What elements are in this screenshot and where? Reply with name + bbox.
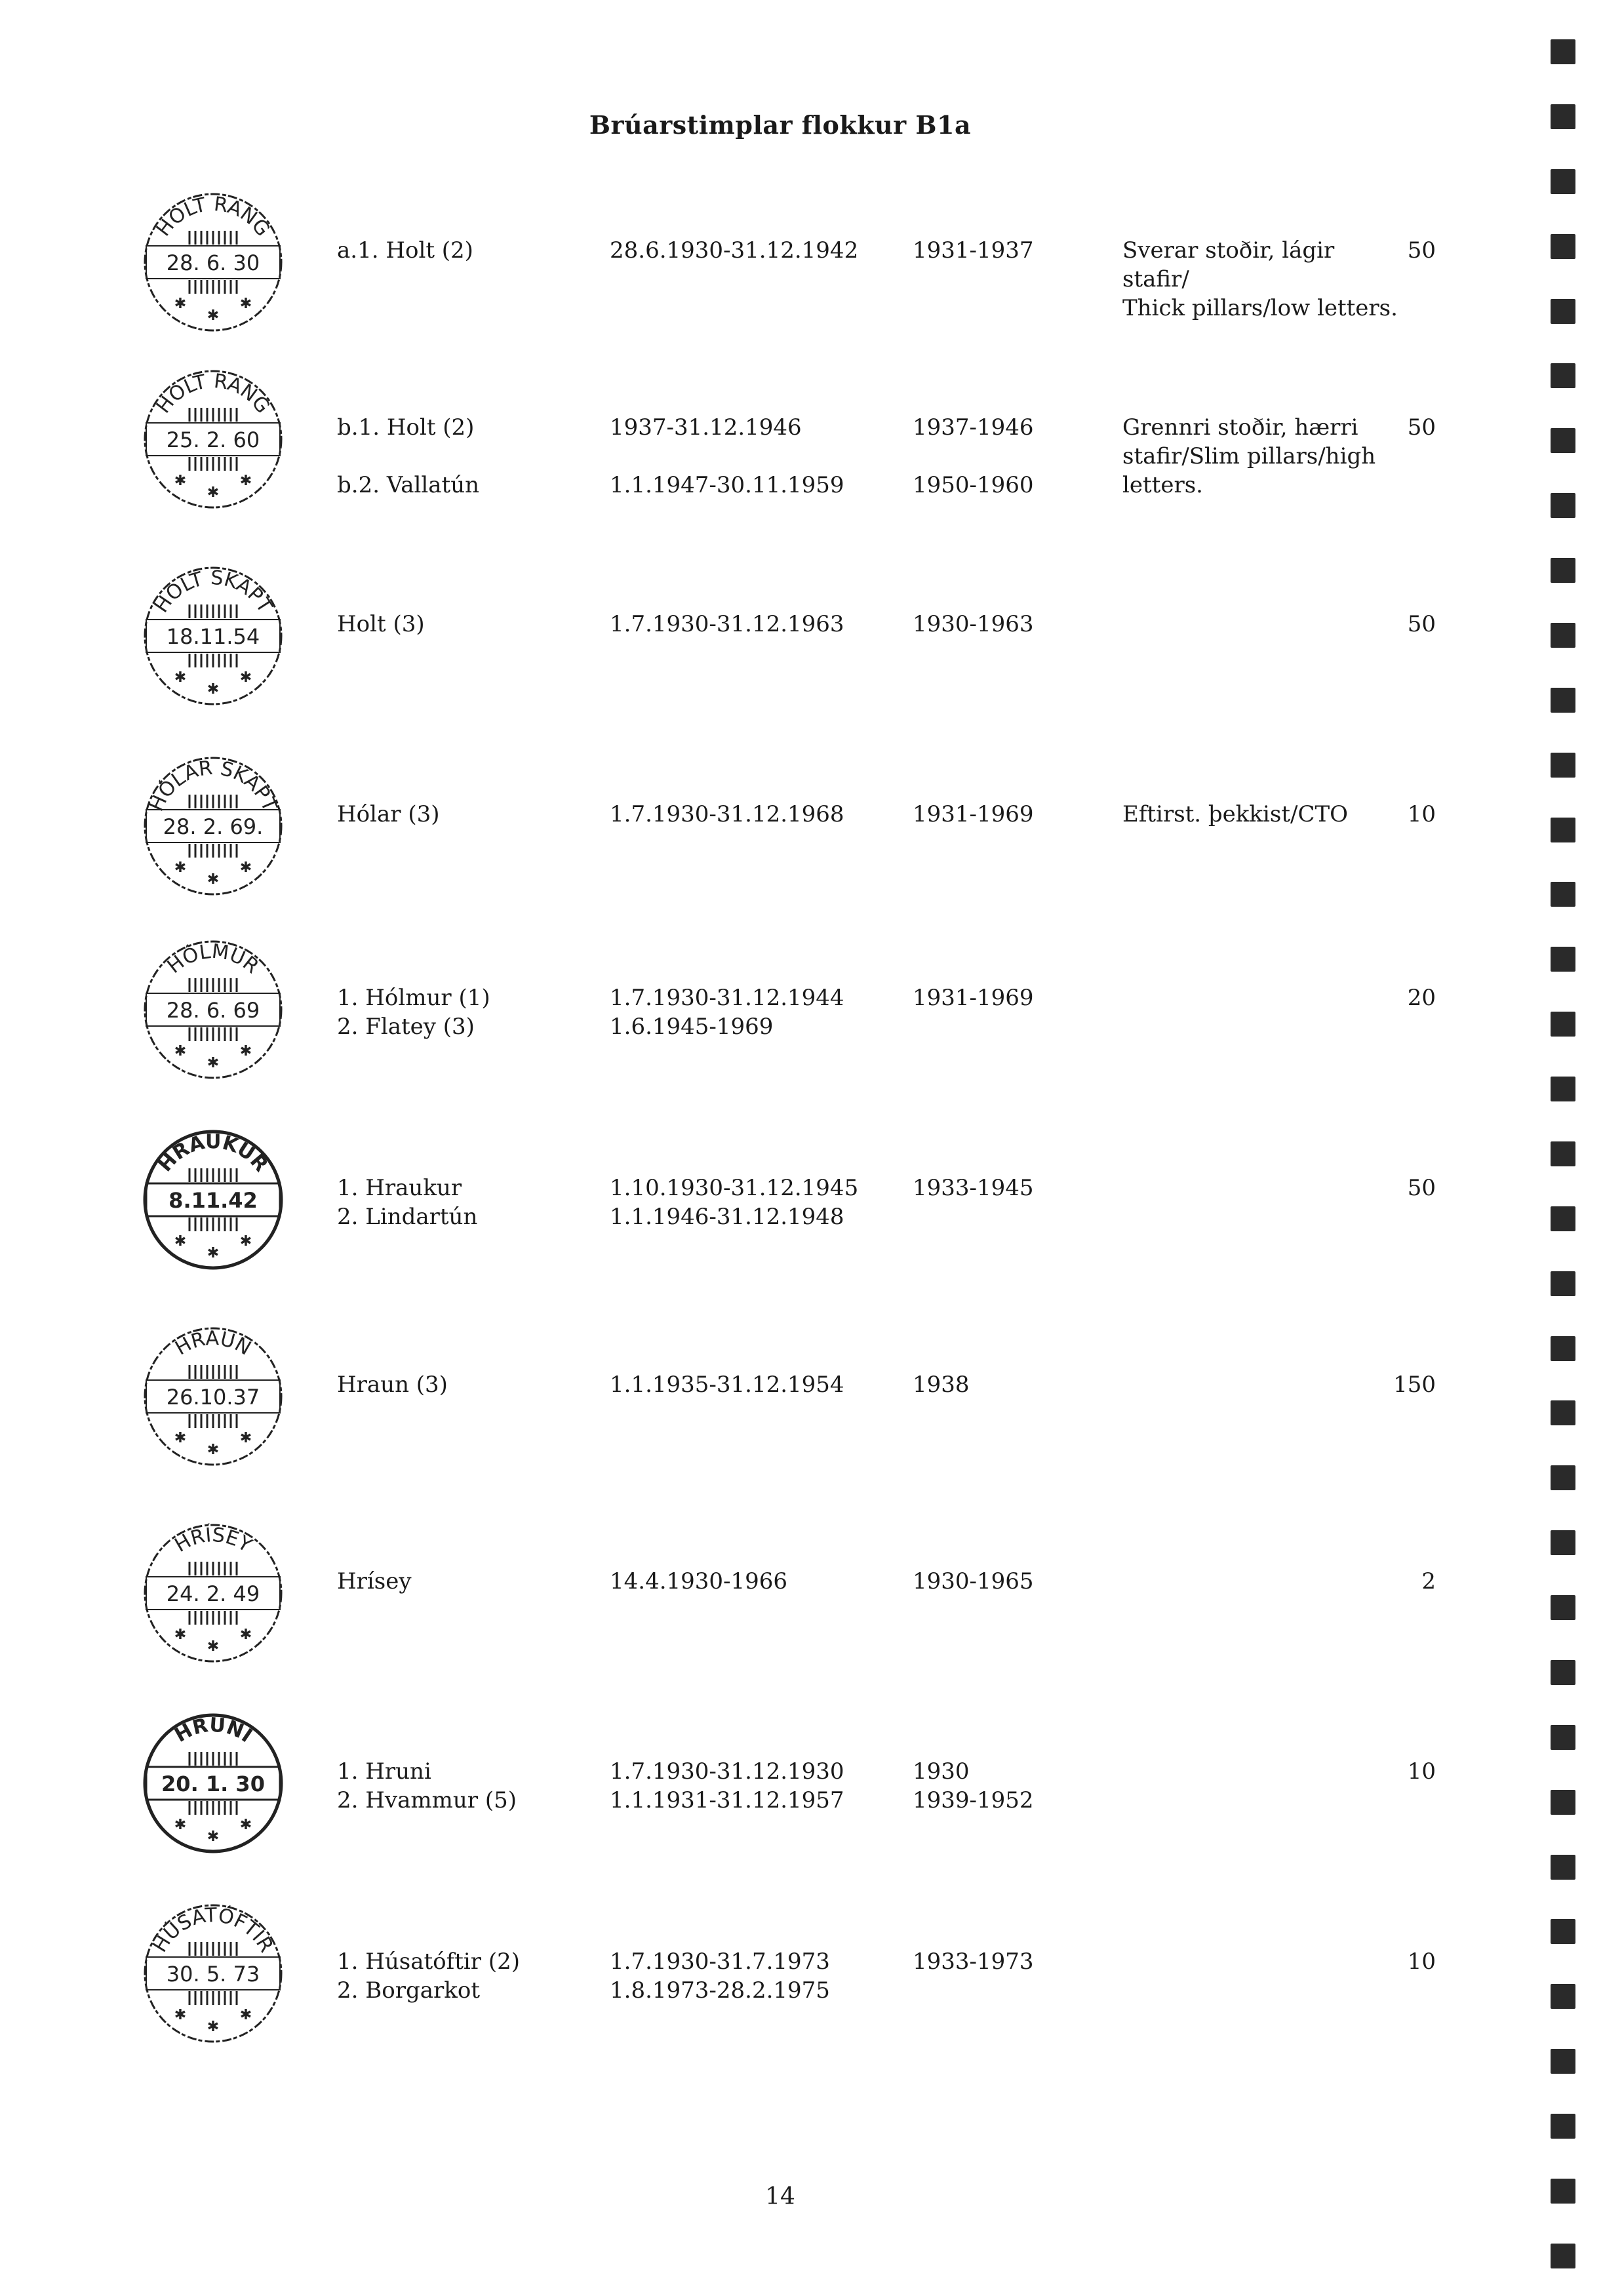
years-seen: 1930-1965 [913, 1568, 1034, 1594]
binder-holes [1551, 39, 1577, 2268]
binder-hole [1551, 1336, 1575, 1361]
note-text: Grennri stoðir, hærri stafir/Slim pillars/high letters. [1122, 414, 1376, 498]
period-in-use: 1.7.1930-31.12.1930 1.1.1931-31.12.1957 [610, 1758, 844, 1813]
svg-text:✱: ✱ [239, 1430, 252, 1446]
postmark-image [134, 1705, 292, 1862]
svg-text:✱: ✱ [174, 669, 187, 686]
binder-hole [1551, 1400, 1575, 1425]
office-name: 1. Hraukur 2. Lindartún [337, 1175, 478, 1230]
price-value: 20 [1407, 985, 1436, 1011]
svg-text:✱: ✱ [174, 1233, 187, 1250]
postmark-image [134, 184, 292, 341]
binder-hole [1551, 1271, 1575, 1296]
office-name: 1. Hólmur (1) 2. Flatey (3) [337, 985, 490, 1040]
office-name: 1. Hruni 2. Hvammur (5) [337, 1758, 517, 1813]
price-value: 10 [1407, 1949, 1436, 1975]
binder-hole [1551, 947, 1575, 972]
price-value: 150 [1393, 1372, 1436, 1398]
binder-hole [1551, 2049, 1575, 2074]
binder-hole [1551, 363, 1575, 388]
binder-hole [1551, 1206, 1575, 1231]
postmark-place-text: HÓLMUR [163, 940, 264, 979]
postmark-date-text: 25. 2. 60 [166, 427, 260, 452]
svg-text:✱: ✱ [207, 681, 220, 698]
price-value: 10 [1407, 1758, 1436, 1785]
binder-hole [1551, 169, 1575, 194]
stamp-row [0, 1711, 1547, 1882]
period-in-use: 1.7.1930-31.12.1963 [610, 611, 844, 637]
svg-text:HRAUN [171, 1327, 254, 1360]
svg-text:✱: ✱ [207, 1829, 220, 1845]
postmark-place-text: HOLT SKAPT [149, 566, 277, 617]
stamp-row [0, 190, 1547, 361]
years-seen: 1937-1946 1950-1960 [913, 414, 1034, 498]
svg-text:✱: ✱ [207, 871, 220, 888]
stamp-row [0, 1521, 1547, 1692]
postmark-place-text: HÓLAR SKAPT [145, 756, 281, 815]
binder-hole [1551, 1530, 1575, 1555]
postmark-date-text: 30. 5. 73 [166, 1962, 260, 1987]
period-in-use: 1.7.1930-31.7.1973 1.8.1973-28.2.1975 [610, 1949, 830, 2004]
binder-hole [1551, 104, 1575, 129]
binder-hole [1551, 882, 1575, 907]
binder-hole [1551, 623, 1575, 648]
period-in-use: 1.7.1930-31.12.1944 1.6.1945-1969 [610, 985, 844, 1040]
postmark-image [134, 361, 292, 518]
svg-text:✱: ✱ [174, 1430, 187, 1446]
svg-text:✱: ✱ [239, 1627, 252, 1643]
price-value: 10 [1407, 801, 1436, 827]
postmark-date-text: 28. 6. 30 [166, 250, 260, 275]
svg-text:✱: ✱ [174, 1043, 187, 1059]
svg-text:✱: ✱ [207, 1245, 220, 1261]
years-seen: 1933-1973 [913, 1949, 1034, 1975]
stamp-row [0, 754, 1547, 924]
svg-text:✱: ✱ [207, 1442, 220, 1458]
postmark-date-text: 8.11.42 [168, 1188, 258, 1213]
period-in-use: 1.7.1930-31.12.1968 [610, 801, 844, 827]
svg-text:HRÍSEY [171, 1523, 256, 1557]
binder-hole [1551, 558, 1575, 583]
period-in-use: 28.6.1930-31.12.1942 [610, 237, 859, 264]
svg-text:✱: ✱ [239, 860, 252, 876]
svg-text:✱: ✱ [207, 2019, 220, 2035]
svg-text:✱: ✱ [207, 1055, 220, 1071]
postmark-image [134, 1514, 292, 1672]
note-text: Eftirst. þekkist/CTO [1122, 801, 1349, 827]
binder-hole [1551, 1012, 1575, 1037]
svg-text:✱: ✱ [174, 860, 187, 876]
stamp-row [0, 1901, 1547, 2072]
postmark-date-text: 28. 6. 69 [166, 998, 260, 1023]
postmark-date-text: 18.11.54 [166, 624, 260, 649]
svg-text:HÓLMUR [163, 940, 264, 979]
office-name: b.1. Holt (2) b.2. Vallatún [337, 414, 479, 498]
stamp-row [0, 564, 1547, 734]
price-value: 2 [1421, 1568, 1436, 1594]
page-number: 14 [765, 2183, 795, 2210]
svg-text:✱: ✱ [174, 2007, 187, 2023]
binder-hole [1551, 299, 1575, 324]
postmark-image [134, 1318, 292, 1475]
years-seen: 1938 [913, 1372, 970, 1398]
period-in-use: 14.4.1930-1966 [610, 1568, 788, 1594]
price-value: 50 [1407, 611, 1436, 637]
binder-hole [1551, 818, 1575, 842]
office-name: Hraun (3) [337, 1372, 448, 1398]
svg-text:✱: ✱ [239, 296, 252, 312]
years-seen: 1930 1939-1952 [913, 1758, 1034, 1813]
postmark-image [134, 1895, 292, 2052]
office-name: Holt (3) [337, 611, 425, 637]
svg-text:✱: ✱ [174, 1817, 187, 1833]
svg-text:✱: ✱ [239, 2007, 252, 2023]
postmark-image [134, 931, 292, 1088]
svg-text:HRUNI [171, 1714, 256, 1748]
svg-text:✱: ✱ [239, 473, 252, 489]
binder-hole [1551, 2114, 1575, 2139]
binder-hole [1551, 428, 1575, 453]
office-name: 1. Húsatóftir (2) 2. Borgarkot [337, 1949, 520, 2004]
svg-text:✱: ✱ [174, 473, 187, 489]
postmark-date-text: 24. 2. 49 [166, 1581, 260, 1606]
office-name: Hrísey [337, 1568, 412, 1594]
stamp-row [0, 1128, 1547, 1298]
years-seen: 1933-1945 [913, 1175, 1034, 1201]
svg-text:✱: ✱ [207, 307, 220, 324]
years-seen: 1931-1937 [913, 237, 1034, 264]
svg-text:✱: ✱ [174, 296, 187, 312]
page-title: Brúarstimplar flokkur B1a [589, 110, 972, 140]
binder-hole [1551, 1660, 1575, 1685]
svg-text:✱: ✱ [239, 1233, 252, 1250]
stamp-row [0, 1324, 1547, 1495]
postmark-place-text: HRAUN [171, 1327, 255, 1360]
svg-text:✱: ✱ [239, 1817, 252, 1833]
binder-hole [1551, 1595, 1575, 1620]
binder-hole [1551, 1725, 1575, 1750]
svg-text:✱: ✱ [239, 1043, 252, 1059]
stamp-row [0, 367, 1547, 538]
binder-hole [1551, 1855, 1575, 1880]
binder-hole [1551, 753, 1575, 778]
period-in-use: 1937-31.12.1946 1.1.1947-30.11.1959 [610, 414, 844, 498]
price-value: 50 [1407, 237, 1436, 264]
postmark-place-text: HRAUKUR [153, 1130, 273, 1177]
binder-hole [1551, 1077, 1575, 1101]
postmark-place-text: HÚSATÓFTIR [148, 1904, 278, 1956]
postmark-image [134, 1121, 292, 1278]
binder-hole [1551, 234, 1575, 259]
postmark-image [134, 557, 292, 715]
stamp-row [0, 938, 1547, 1108]
binder-hole [1551, 688, 1575, 713]
years-seen: 1931-1969 [913, 985, 1034, 1011]
binder-hole [1551, 493, 1575, 518]
years-seen: 1930-1963 [913, 611, 1034, 637]
binder-hole [1551, 1465, 1575, 1490]
postmark-place-text: HRUNI [170, 1713, 256, 1748]
price-value: 50 [1407, 414, 1436, 441]
binder-hole [1551, 1919, 1575, 1944]
office-name: a.1. Holt (2) [337, 237, 473, 264]
office-name: Hólar (3) [337, 801, 440, 827]
binder-hole [1551, 1141, 1575, 1166]
note-text: Sverar stoðir, lágir stafir/ Thick pillars/low letters. [1122, 237, 1398, 321]
binder-hole [1551, 1984, 1575, 2009]
postmark-place-text: HOLT RANG [151, 369, 275, 418]
postmark-place-text: HRÍSEY [170, 1523, 256, 1558]
svg-text:✱: ✱ [174, 1627, 187, 1643]
price-value: 50 [1407, 1175, 1436, 1201]
binder-hole [1551, 39, 1575, 64]
period-in-use: 1.1.1935-31.12.1954 [610, 1372, 844, 1398]
years-seen: 1931-1969 [913, 801, 1034, 827]
postmark-place-text: HOLT RANG [151, 192, 275, 241]
period-in-use: 1.10.1930-31.12.1945 1.1.1946-31.12.1948 [610, 1175, 859, 1230]
postmark-date-text: 20. 1. 30 [161, 1771, 265, 1796]
binder-hole [1551, 2244, 1575, 2268]
svg-text:✱: ✱ [207, 1638, 220, 1655]
postmark-date-text: 28. 2. 69. [163, 814, 264, 839]
postmark-date-text: 26.10.37 [166, 1385, 260, 1410]
binder-hole [1551, 1790, 1575, 1815]
svg-text:✱: ✱ [239, 669, 252, 686]
svg-text:✱: ✱ [207, 485, 220, 501]
postmark-image [134, 747, 292, 905]
